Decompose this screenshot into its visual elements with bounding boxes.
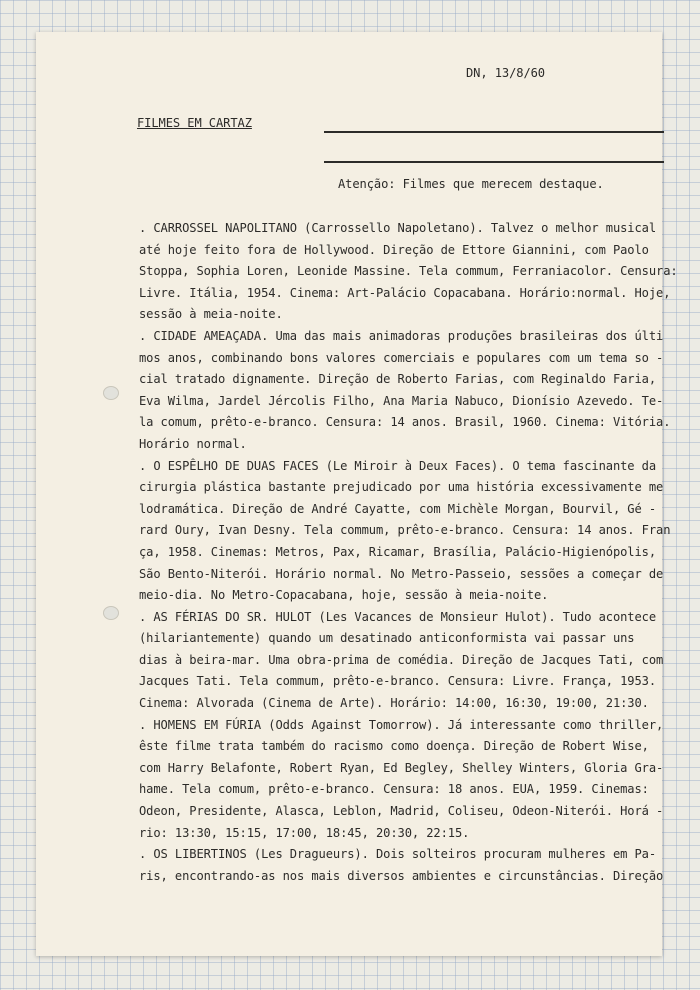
- punch-hole: [103, 606, 119, 620]
- text-line: ris, encontrando-as nos mais diversos ambientes e circunstâncias. Direção: [139, 868, 664, 883]
- text-line: êste filme trata também do racismo como doença. Direção de Robert Wise,: [139, 739, 649, 754]
- text-line: . CIDADE AMEAÇADA. Uma das mais animadoras produções brasileiras dos últi: [139, 328, 664, 343]
- text-line: até hoje feito fora de Hollywood. Direção de Ettore Giannini, com Paolo: [139, 242, 649, 257]
- text-line: hame. Tela comum, prêto-e-branco. Censura: 18 anos. EUA, 1959. Cinemas:: [139, 782, 649, 797]
- text-line: . AS FÉRIAS DO SR. HULOT (Les Vacances de Monsieur Hulot). Tudo acontece: [139, 609, 657, 624]
- text-line: (hilariantemente) quando um desatinado anticonformista vai passar uns: [139, 631, 635, 646]
- text-line: . O ESPÊLHO DE DUAS FACES (Le Miroir à Deux Faces). O tema fascinante da: [139, 458, 657, 473]
- document-heading: FILMES EM CARTAZ: [137, 116, 252, 130]
- text-line: com Harry Belafonte, Robert Ryan, Ed Begley, Shelley Winters, Gloria Gra-: [139, 760, 664, 775]
- text-line: cirurgia plástica bastante prejudicado por uma história excessivamente me: [139, 480, 664, 495]
- text-line: Livre. Itália, 1954. Cinema: Art-Palácio Copacabana. Horário:normal. Hoje,: [139, 285, 671, 300]
- text-line: Odeon, Presidente, Alasca, Leblon, Madrid, Coliseu, Odeon-Niterói. Horá -: [139, 804, 664, 819]
- punch-hole: [103, 386, 119, 400]
- text-line: São Bento-Niterói. Horário normal. No Metro-Passeio, sessões a começar de: [139, 566, 664, 581]
- text-line: rard Oury, Ivan Desny. Tela commum, prêto-e-branco. Censura: 14 anos. Fran: [139, 523, 671, 538]
- rule-bottom: [324, 161, 664, 163]
- text-line: sessão à meia-noite.: [139, 307, 283, 322]
- text-line: lodramática. Direção de André Cayatte, com Michèle Morgan, Bourvil, Gé -: [139, 501, 657, 516]
- text-line: . CARROSSEL NAPOLITANO (Carrossello Napoletano). Talvez o melhor musical: [139, 221, 657, 235]
- text-line: rio: 13:30, 15:15, 17:00, 18:45, 20:30, 22:15.: [139, 825, 470, 840]
- text-line: . OS LIBERTINOS (Les Dragueurs). Dois solteiros procuram mulheres em Pa-: [139, 847, 657, 862]
- text-line: meio-dia. No Metro-Copacabana, hoje, sessão à meia-noite.: [139, 588, 549, 603]
- rule-top: [324, 131, 664, 133]
- document-reference: DN, 13/8/60: [466, 66, 545, 80]
- text-line: Stoppa, Sophia Loren, Leonide Massine. Tela commum, Ferraniacolor. Censura:: [139, 264, 678, 279]
- text-line: . HOMENS EM FÚRIA (Odds Against Tomorrow). Já interessante como thriller,: [139, 717, 664, 732]
- text-line: Eva Wilma, Jardel Jércolis Filho, Ana Maria Nabuco, Dionísio Azevedo. Te-: [139, 393, 664, 408]
- text-line: Horário normal.: [139, 436, 247, 451]
- text-line: Cinema: Alvorada (Cinema de Arte). Horário: 14:00, 16:30, 19:00, 21:30.: [139, 696, 649, 711]
- text-line: dias à beira-mar. Uma obra-prima de comédia. Direção de Jacques Tati, com: [139, 652, 664, 667]
- highlight-note: Atenção: Filmes que merecem destaque.: [338, 177, 604, 191]
- text-line: cial tratado dignamente. Direção de Roberto Farias, com Reginaldo Faria,: [139, 372, 657, 387]
- text-line: ça, 1958. Cinemas: Metros, Pax, Ricamar, Brasília, Palácio-Higienópolis,: [139, 544, 657, 559]
- text-line: mos anos, combinando bons valores comerciais e populares com um tema so -: [139, 350, 664, 365]
- text-line: Jacques Tati. Tela commum, prêto-e-branco. Censura: Livre. França, 1953.: [139, 674, 657, 689]
- typewritten-page: [36, 32, 678, 956]
- text-line: la comum, prêto-e-branco. Censura: 14 anos. Brasil, 1960. Cinema: Vitória.: [139, 415, 671, 430]
- film-listings: [139, 218, 687, 887]
